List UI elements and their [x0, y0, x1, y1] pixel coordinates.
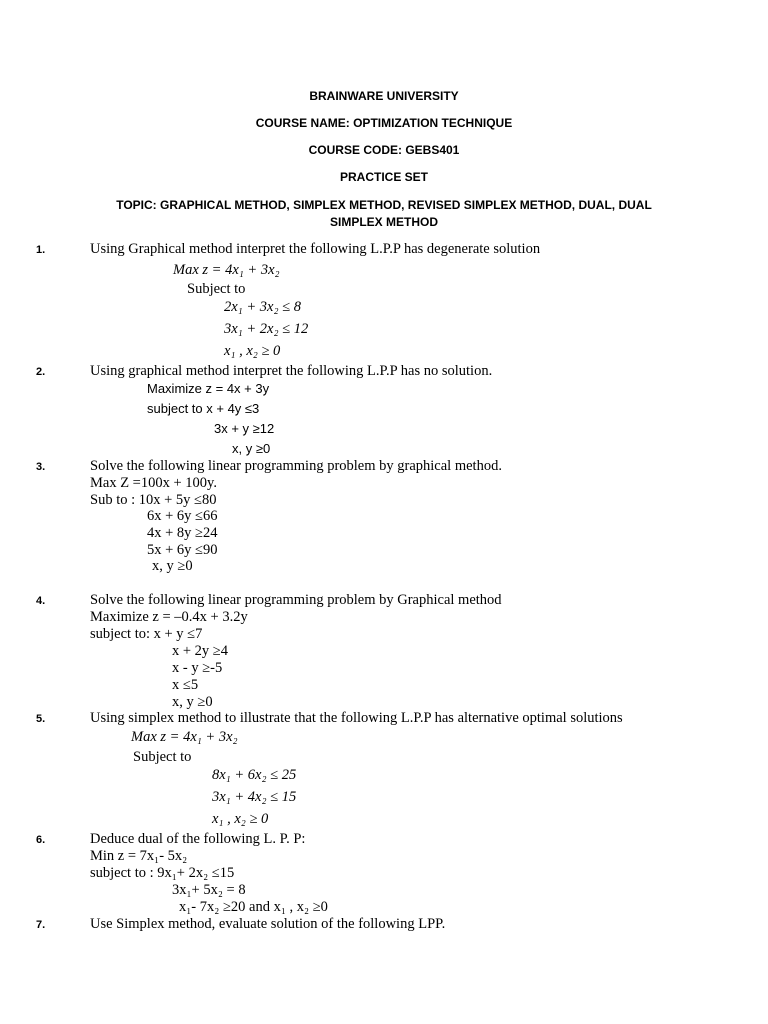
question-number: 1.	[36, 244, 46, 256]
question-text: Using simplex method to illustrate that the following L.P.P has alternative optimal solutions	[90, 710, 623, 726]
constraint: subject to x + 4y ≤3	[147, 401, 260, 416]
constraint: 3x + y ≥12	[214, 421, 275, 436]
question-text: Using Graphical method interpret the following L.P.P has degenerate solution	[90, 241, 541, 257]
non-negativity-constraint: x₁ , x₂ ≥ 0	[212, 811, 269, 827]
constraint: 3x₁ + 4x₂ ≤ 15	[212, 789, 297, 805]
non-negativity-constraint: x₁ , x₂ ≥ 0	[224, 343, 281, 359]
question-text: Using graphical method interpret the following L.P.P has no solution.	[90, 363, 493, 379]
question-text: Solve the following linear programming problem by Graphical method	[90, 592, 502, 608]
constraint: 3x₁ + 2x₂ ≤ 12	[224, 321, 309, 337]
question-text: Solve the following linear programming problem by graphical method.	[90, 458, 502, 474]
objective-function: Max z = 4x₁ + 3x₂	[131, 729, 238, 745]
question-text: Use Simplex method, evaluate solution of the following LPP.	[90, 916, 446, 932]
topic-line-2: SIMPLEX METHOD	[329, 215, 438, 229]
subject-to-label: Subject to	[187, 281, 246, 297]
question-number: 2.	[36, 366, 46, 378]
course-name: COURSE NAME: OPTIMIZATION TECHNIQUE	[255, 116, 513, 130]
objective-function: Max Z =100x + 100y.	[90, 475, 217, 491]
constraint: Sub to : 10x + 5y ≤80	[90, 492, 217, 508]
non-negativity-constraint: x, y ≥0	[232, 441, 271, 456]
non-negativity-constraint: x, y ≥0	[172, 694, 213, 710]
constraint: x + 2y ≥4	[172, 643, 229, 659]
objective-function: Max z = 4x₁ + 3x₂	[173, 262, 280, 278]
constraint: x - y ≥-5	[172, 660, 223, 676]
constraint: 5x + 6y ≤90	[147, 542, 218, 558]
question-number: 3.	[36, 461, 46, 473]
constraint: 6x + 6y ≤66	[147, 508, 218, 524]
course-code: COURSE CODE: GEBS401	[308, 143, 460, 157]
constraint: x ≤5	[172, 677, 199, 693]
objective-function: Min z = 7x₁- 5x₂	[90, 848, 188, 864]
practice-set-title: PRACTICE SET	[339, 170, 428, 184]
objective-function: Maximize z = –0.4x + 3.2y	[90, 609, 248, 625]
constraint: 8x₁ + 6x₂ ≤ 25	[212, 767, 297, 783]
constraint: 2x₁ + 3x₂ ≤ 8	[224, 299, 301, 315]
question-text: Deduce dual of the following L. P. P:	[90, 831, 306, 847]
question-number: 5.	[36, 713, 46, 725]
question-number: 6.	[36, 834, 46, 846]
constraint: 3x₁+ 5x₂ = 8	[172, 882, 246, 898]
university-title: BRAINWARE UNIVERSITY	[309, 89, 459, 103]
objective-function: Maximize z = 4x + 3y	[147, 381, 270, 396]
constraint: x₁- 7x₂ ≥20 and x₁ , x₂ ≥0	[179, 899, 328, 915]
topic-line-1: TOPIC: GRAPHICAL METHOD, SIMPLEX METHOD, REVISED SIMPLEX METHOD, DUAL, DUAL	[116, 198, 652, 212]
subject-to-label: Subject to	[133, 749, 192, 765]
question-number: 7.	[36, 919, 46, 931]
question-number: 4.	[36, 595, 46, 607]
non-negativity-constraint: x, y ≥0	[152, 558, 193, 574]
constraint: subject to : 9x₁+ 2x₂ ≤15	[90, 865, 235, 881]
constraint: 4x + 8y ≥24	[147, 525, 218, 541]
constraint: subject to: x + y ≤7	[90, 626, 203, 642]
